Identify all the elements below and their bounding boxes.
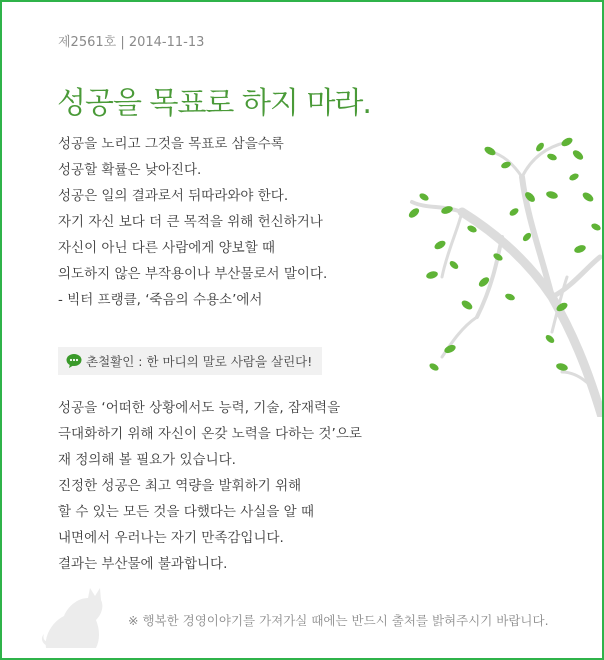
commentary-line: 진정한 성공은 최고 역량을 발휘하기 위해 [58,478,302,494]
category-tag [58,347,322,375]
commentary-block [58,395,362,577]
commentary-line: 재 정의해 볼 필요가 있습니다. [58,452,236,468]
quote-line: 성공을 노리고 그것을 목표로 삼을수록 [58,136,284,152]
quote-line: 자기 자신 보다 더 큰 목적을 위해 헌신하거나 [58,214,323,230]
commentary-line: 극대화하기 위해 자신이 온갖 노력을 다하는 것’으로 [58,426,362,442]
commentary-line: 결과는 부산물에 불과합니다. [58,556,228,572]
category-tag-label: 촌철활인 : 한 마디의 말로 사람을 살린다! [86,354,313,369]
quote-block [58,131,327,313]
commentary-line: 할 수 있는 모든 것을 다했다는 사실을 알 때 [58,504,315,520]
commentary-line: 성공을 ‘어떠한 상황에서도 능력, 기술, 잠재력을 [58,400,341,416]
quote-attribution: - 빅터 프랭클, ‘죽음의 수용소’에서 [58,292,263,308]
quote-line: 성공할 확률은 낮아진다. [58,162,202,178]
source-notice: ※ 행복한 경영이야기를 가져가실 때에는 반드시 출처를 밝혀주시기 바랍니다. [128,613,549,628]
issue-label: 제2561호 | 2014-11-13 [58,35,205,50]
tree-illustration [402,117,602,417]
quote-line: 의도하지 않은 부작용이나 부산물로서 말이다. [58,266,328,282]
speech-bubble-icon [66,353,82,369]
commentary-line: 내면에서 우러나는 자기 만족감입니다. [58,530,284,546]
quote-line: 자신이 아닌 다른 사람에게 양보할 때 [58,240,276,256]
article-title: 성공을 목표로 하지 마라. [57,86,371,121]
quote-line: 성공은 일의 결과로서 뒤따라와야 한다. [58,188,289,204]
cat-silhouette-icon [38,584,110,650]
